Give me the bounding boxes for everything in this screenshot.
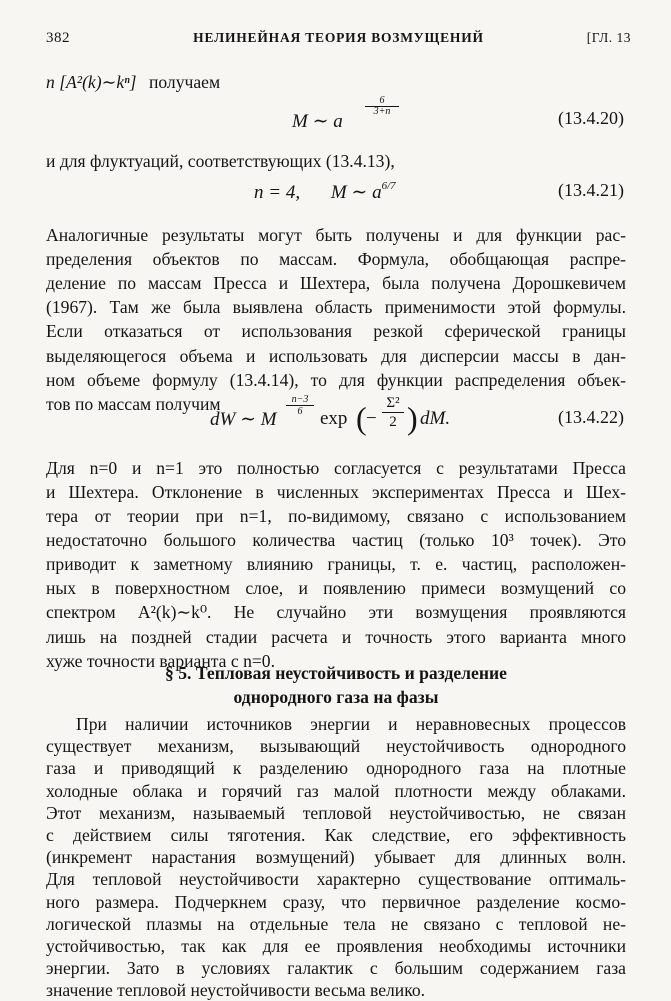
- eq20-exp-num: 6: [365, 96, 399, 107]
- para3-line: Этот механизм, называемый тепловой неустойчивостью, не связан: [46, 802, 626, 823]
- eq22-frac-den: 2: [389, 414, 397, 430]
- eq22-exp: exp: [320, 408, 348, 429]
- para2-line: хуже точности варианта с n=0.: [46, 651, 275, 671]
- intro-math: n [A²(k)∼kⁿ]: [46, 72, 137, 92]
- para2-line: спектром A²(k)∼k⁰. Не случайно эти возмущения проявляются: [46, 602, 626, 622]
- section-heading: [46, 661, 626, 709]
- para1-line: Если отказаться от использования резкой сферической границы: [46, 321, 626, 341]
- eq22-exponent: [286, 394, 314, 417]
- eq22-paren-left: (: [356, 400, 367, 436]
- running-title: НЕЛИНЕЙНАЯ ТЕОРИЯ ВОЗМУЩЕНИЙ: [193, 30, 484, 45]
- page-number: 382: [46, 30, 70, 46]
- section-heading-line1: § 5. Тепловая неустойчивость и разделение: [165, 663, 507, 683]
- eq20-exp-den: 3+n: [373, 106, 391, 117]
- para3-line: логической плазмы на отдельные тела не связано с тепловой не-: [46, 913, 626, 934]
- equation-13-4-21: [254, 180, 396, 204]
- para2-line: лишь на поздней стадии расчета и точность этого варианта много: [46, 627, 626, 647]
- eq22-exp-den: 6: [297, 406, 303, 417]
- chapter-label: [ГЛ. 13: [586, 30, 631, 45]
- eq22-exp-num: n−3: [286, 394, 314, 406]
- eq22-lhs: dW ∼ M: [210, 409, 277, 430]
- eq22-paren-right: ): [407, 400, 418, 436]
- para1-line: ном объеме формулу (13.4.14), то для функции распределения объек-: [46, 370, 626, 390]
- section-heading-line2: однородного газа на фазы: [233, 687, 439, 707]
- eq22-tail: dM.: [420, 408, 451, 429]
- para2-line: и Шехтера. Отклонение в численных экспериментах Пресса и Шех-: [46, 482, 626, 502]
- para2-line: Для n=0 и n=1 это полностью согласуется с результатами Пресса: [46, 458, 626, 478]
- intro-line: [46, 70, 626, 94]
- para1-line: (1967). Там же была выявлена область применимости этой формулы.: [46, 297, 626, 317]
- eq22-frac-num: Σ²: [382, 394, 404, 413]
- para1-line: деление по массам Пресса и Шехтера, была получена Дорошкевичем: [46, 273, 626, 293]
- intro-text: получаем: [148, 72, 221, 92]
- eq20-number: (13.4.20): [558, 108, 624, 128]
- eq21-number: (13.4.21): [558, 180, 624, 200]
- para3-line: с действием силы тяготения. Как следствие, его эффективность: [46, 825, 626, 845]
- para3-line: ного размера. Подчеркнем сразу, что первичное разделение космо-: [46, 891, 626, 912]
- equation-13-4-20: [292, 95, 391, 133]
- para1-line: выделяющегося объема и использовать для дисперсии массы в дан-: [46, 346, 626, 366]
- eq20-exponent: [365, 96, 399, 117]
- para3-line: существует механизм, вызывающий неустойчивость однородного: [46, 736, 626, 757]
- eq21-part2: M ∼ a: [330, 182, 382, 203]
- eq20-lhs: M ∼ a: [292, 111, 343, 132]
- para3-line: энергии. Зато в условиях галактик с большим содержанием газа: [46, 958, 626, 979]
- eq21-part1: n = 4,: [254, 182, 301, 203]
- fluct-line: и для флуктуаций, соответствующих (13.4.13),: [46, 151, 395, 171]
- para2-line: недостаточно большого количества частиц (только 10³ точек). Это: [46, 530, 626, 550]
- para2-line: ных в поверхностном слое, и появлению примеси возмущений со: [46, 578, 626, 598]
- para3-line: газа и приводящий к разделению однородного газа на плотные: [46, 758, 626, 779]
- eq22-number: (13.4.22): [558, 407, 624, 427]
- para3-line: значение тепловой неустойчивости весьма велико.: [46, 980, 426, 1001]
- para2-line: тера от теории при n=1, по-видимому, связано с использованием: [46, 506, 626, 526]
- para1-line: тов по массам получим: [46, 394, 221, 414]
- eq22-minus: −: [366, 408, 377, 429]
- eq22-fraction: [382, 394, 404, 431]
- para3-line: При наличии источников энергии и неравновесных процессов: [76, 714, 626, 734]
- para2-line: приводит к заметному влиянию границы, т. е. частиц, расположен-: [46, 554, 626, 574]
- para1-line: Аналогичные результаты могут быть получены и для функции рас-: [46, 225, 626, 245]
- para1-line: пределения объектов по массам. Формула, обобщающая распре-: [46, 249, 626, 269]
- eq21-exponent: 6/7: [381, 180, 396, 192]
- para3-line: устойчивостью, так как для ее проявления необходимы источники: [46, 936, 626, 956]
- para3-line: холодные облака и горячий газ малой плотности между облаками.: [46, 780, 626, 801]
- para3-line: Для тепловой неустойчивости характерно существование оптималь-: [46, 869, 626, 890]
- running-header: [46, 30, 631, 52]
- para3-line: (инкремент нарастания возмущений) убывает для длинных волн.: [46, 847, 626, 868]
